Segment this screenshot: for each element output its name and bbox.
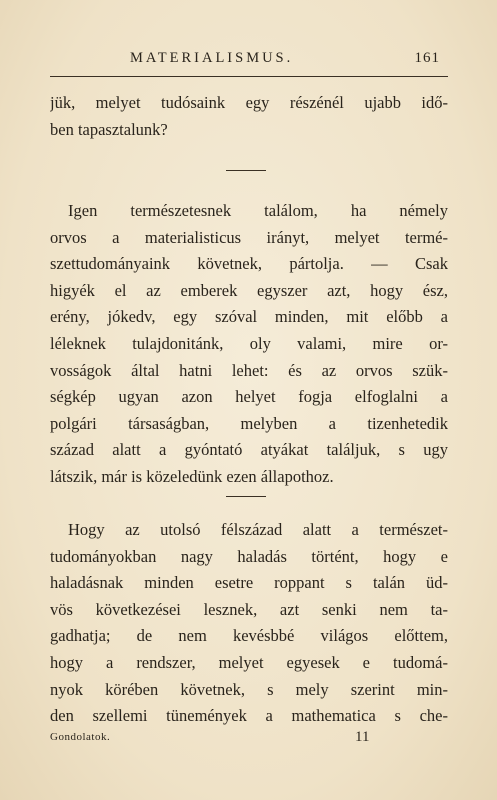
- page-number: 161: [414, 50, 440, 66]
- section-separator: [226, 496, 266, 497]
- text-line: vosságok által hatni lehet: és az orvos szük-: [50, 360, 448, 380]
- text-line: Hogy az utolsó félszázad alatt a természet-: [68, 520, 448, 539]
- page-header: [130, 50, 440, 70]
- paragraph-3: [50, 517, 448, 730]
- header-rule: [50, 76, 448, 77]
- text-line: orvos a materialisticus irányt, melyet termé-: [50, 227, 448, 247]
- text-line: szettudományaink követnek, pártolja. — Csak: [50, 254, 448, 274]
- text-line: ben tapasztalunk?: [50, 119, 168, 139]
- text-line: den szellemi tünemények a mathematica s che-: [50, 706, 448, 726]
- text-line: Igen természetesnek találom, ha némely: [68, 201, 448, 220]
- paragraph-1: [50, 90, 448, 143]
- text-line: tudományokban nagy haladás történt, hogy e: [50, 546, 448, 566]
- text-line: nyok körében követnek, s mely szerint min-: [50, 679, 448, 699]
- paragraph-2: [50, 198, 448, 491]
- text-line: higyék el az emberek egyszer azt, hogy ész,: [50, 280, 448, 300]
- text-line: vös következései lesznek, azt senki nem ta-: [50, 599, 448, 619]
- text-line: jük, melyet tudósaink egy részénél ujabb idő-: [50, 93, 448, 112]
- text-line: gadhatja; de nem kevésbbé világos előttem,: [50, 626, 448, 646]
- footer-title: Gondolatok.: [50, 731, 111, 743]
- text-line: polgári társaságban, melyben a tizenhetedik: [50, 413, 448, 433]
- text-line: haladásnak minden esetre roppant s talán üd-: [50, 573, 448, 593]
- text-line: ségkép ugyan azon helyet fogja elfoglalni a: [50, 387, 448, 407]
- text-line: hogy a rendszer, melyet egyesek e tudomá-: [50, 652, 448, 672]
- text-line: század alatt a gyóntató atyákat találjuk, s ugy: [50, 440, 448, 460]
- text-line: erény, jókedv, egy szóval minden, mit előbb a: [50, 307, 448, 327]
- section-separator: [226, 170, 266, 171]
- text-line: léleknek tulajdonitánk, oly valami, mire or-: [50, 333, 448, 353]
- signature-mark: 11: [355, 729, 370, 745]
- running-head: MATERIALISMUS.: [130, 50, 294, 66]
- text-line: látszik, már is közeledünk ezen állapothoz.: [50, 466, 334, 486]
